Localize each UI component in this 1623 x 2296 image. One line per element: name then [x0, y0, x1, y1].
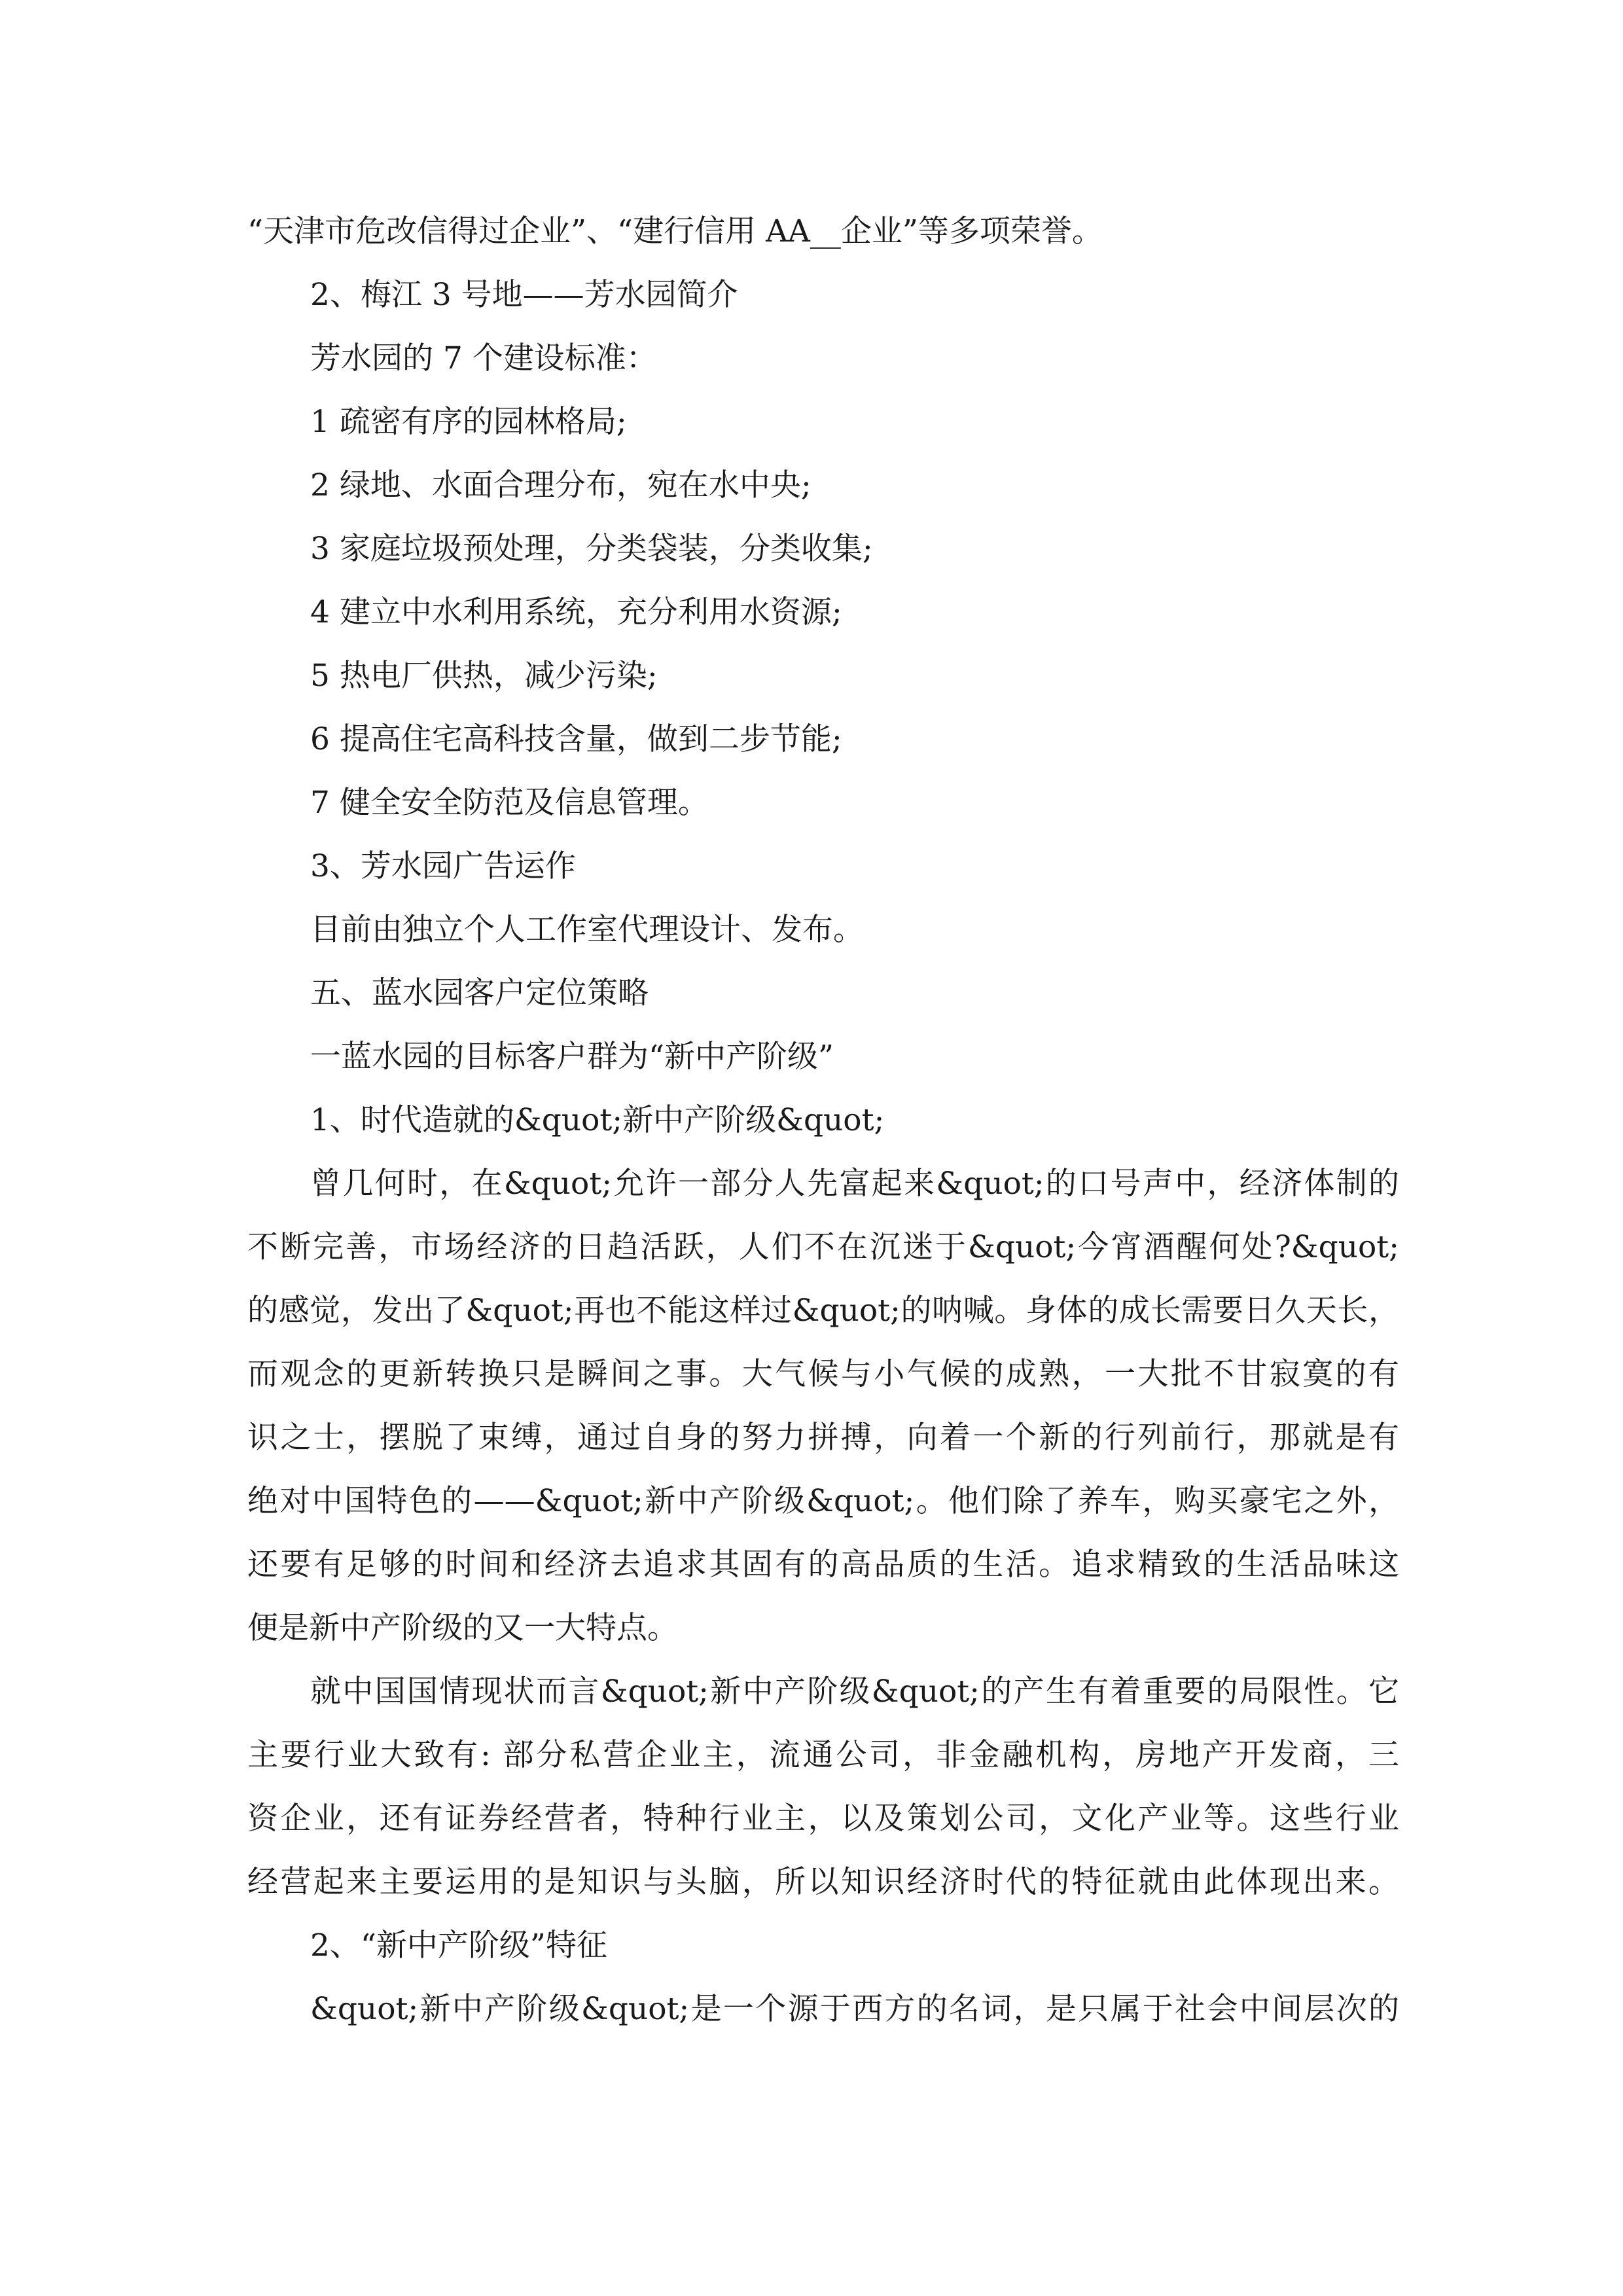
paragraph-line: 曾几何时，在&quot;允许一部分人先富起来&quot;的口号声中，经济体制的 — [310, 1166, 1399, 1202]
list-item: 7 健全安全防范及信息管理。 — [310, 785, 709, 821]
section-heading: 3、芳水园广告运作 — [310, 848, 576, 884]
paragraph-line: 主要行业大致有: 部分私营企业主，流通公司，非金融机构，房地产开发商，三 — [247, 1737, 1399, 1773]
list-item: 5 热电厂供热，减少污染; — [310, 658, 658, 694]
list-item: 4 建立中水利用系统，充分利用水资源; — [310, 594, 842, 630]
paragraph-line: 便是新中产阶级的又一大特点。 — [247, 1610, 678, 1646]
paragraph-line: &quot;新中产阶级&quot;是一个源于西方的名词，是只属于社会中间层次的 — [310, 1991, 1399, 2027]
text-line: 芳水园的 7 个建设标准： — [310, 340, 657, 376]
paragraph-line: 绝对中国特色的——&quot;新中产阶级&quot;。他们除了养车，购买豪宅之外， — [247, 1483, 1399, 1519]
section-heading: 2、“新中产阶级”特征 — [310, 1928, 607, 1964]
paragraph-line: 还要有足够的时间和经济去追求其固有的高品质的生活。追求精致的生活品味这 — [247, 1547, 1399, 1583]
list-item: 2 绿地、水面合理分布，宛在水中央; — [310, 467, 812, 503]
paragraph-line: 而观念的更新转换只是瞬间之事。大气候与小气候的成熟，一大批不甘寂寞的有 — [247, 1356, 1399, 1392]
text-line: 目前由独立个人工作室代理设计、发布。 — [310, 912, 864, 948]
text-line: “天津市危改信得过企业”、“建行信用 AA__企业”等多项荣誉。 — [247, 213, 1103, 249]
paragraph-line: 经营起来主要运用的是知识与头脑，所以知识经济时代的特征就由此体现出来。 — [247, 1864, 1399, 1900]
section-heading: 五、蓝水园客户定位策略 — [310, 975, 649, 1011]
list-item: 6 提高住宅高科技含量，做到二步节能; — [310, 721, 842, 757]
text-line: 一蓝水园的目标客户群为“新中产阶级” — [310, 1039, 834, 1075]
paragraph-line: 的感觉，发出了&quot;再也不能这样过&quot;的呐喊。身体的成长需要日久天长， — [247, 1293, 1399, 1329]
list-item: 3 家庭垃圾预处理，分类袋装，分类收集; — [310, 531, 873, 567]
paragraph-line: 就中国国情现状而言&quot;新中产阶级&quot;的产生有着重要的局限性。它 — [310, 1674, 1399, 1710]
list-item: 1 疏密有序的园林格局; — [310, 404, 627, 440]
section-heading: 1、时代造就的&quot;新中产阶级&quot; — [310, 1102, 885, 1138]
paragraph-line: 不断完善，市场经济的日趋活跃，人们不在沉迷于&quot;今宵酒醒何处?&quot; — [247, 1229, 1399, 1265]
section-heading: 2、梅江 3 号地——芳水园简介 — [310, 277, 738, 313]
paragraph-line: 识之士，摆脱了束缚，通过自身的努力拼搏，向着一个新的行列前行，那就是有 — [247, 1420, 1399, 1456]
document-body — [247, 200, 1399, 2041]
paragraph-line: 资企业，还有证券经营者，特种行业主，以及策划公司，文化产业等。这些行业 — [247, 1801, 1399, 1837]
